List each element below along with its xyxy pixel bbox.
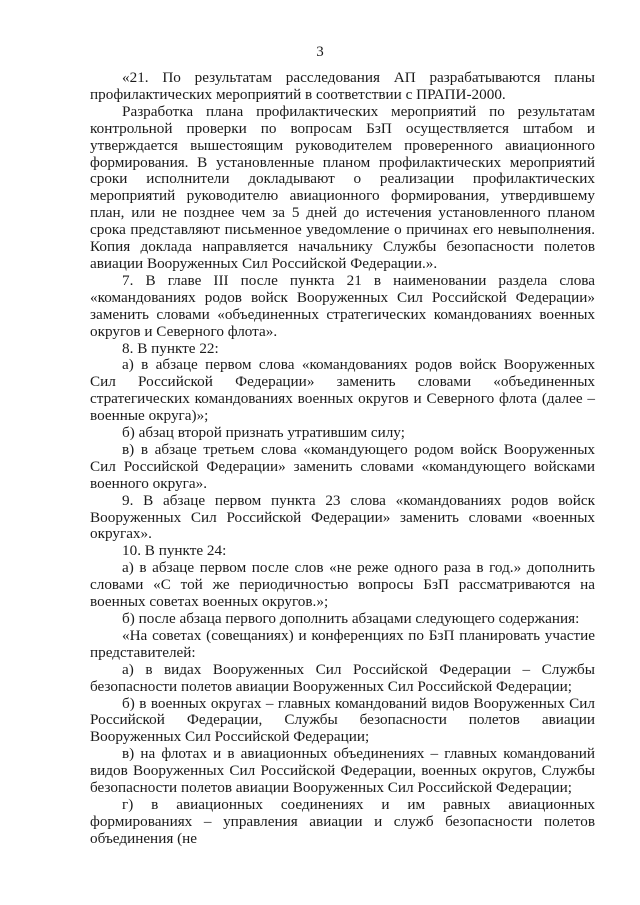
paragraph-councils: «На советах (совещаниях) и конференциях по БзП планировать участие представителей:	[90, 626, 595, 661]
paragraph-item-8a: а) в абзаце первом слова «командованиях родов войск Вооруженных Сил Российской Федерации» заменить словами «объединенных стратегических командованиях военных округов и Северного флота (далее – военные округа)»;	[90, 356, 595, 425]
page-number: 3	[316, 44, 324, 60]
paragraph-item-9: 9. В абзаце первом пункта 23 слова «командованиях родов войск Вооруженных Сил Российской Федерации» заменить словами «военных округах».	[90, 491, 595, 543]
paragraph-councils-g: г) в авиационных соединениях и им равных авиационных формированиях – управления авиации и служб безопасности полетов объединения (не	[90, 795, 595, 847]
paragraph-item-8: 8. В пункте 22:	[122, 339, 219, 357]
paragraph-21-plans: «21. По результатам расследования АП разрабатываются планы профилактических мероприятий в соответствии с ПРАПИ-2000.	[90, 69, 595, 103]
paragraph-item-8b: б) абзац второй признать утратившим силу;	[122, 424, 405, 442]
paragraph-councils-b: б) в военных округах – главных командований видов Вооруженных Сил Российской Федерации, Службы безопасности полетов авиации Вооруженных Сил Российской Федерации;	[90, 694, 595, 746]
paragraph-councils-a: а) в видах Вооруженных Сил Российской Федерации – Службы безопасности полетов авиации Вооруженных Сил Российской Федерации;	[90, 660, 595, 695]
paragraph-item-10: 10. В пункте 24:	[122, 542, 227, 560]
paragraph-item-10b: б) после абзаца первого дополнить абзацами следующего содержания:	[122, 610, 580, 627]
paragraph-item-10a: а) в абзаце первом после слов «не реже одного раза в год.» дополнить словами «С той же периодичностью вопросы БзП рассматриваются на военных советах военных округов.»;	[90, 559, 595, 611]
paragraph-plan-development: Разработка плана профилактических мероприятий по результатам контрольной проверки по вопросам БзП осуществляется штабом и утверждается вышестоящим руководителем проверенного авиационного формирования. В установленные планом профилактических мероприятий сроки исполнители докладывают о реализации профилактических мероприятий руководителю авиационного формирования, утвердившему план, или не позднее чем за 5 дней до истечения установленного планом срока представляют письменное уведомление о причинах его невыполнения. Копия доклада направляется начальнику Службы безопасности полетов авиации Вооруженных Сил Российской Федерации.».	[90, 102, 595, 272]
paragraph-councils-v: в) на флотах и в авиационных объединениях – главных командований видов Вооруженных Сил Российской Федерации, военных округов, Службы безопасности полетов авиации Вооруженных Сил Российской Федерации;	[90, 745, 595, 797]
document-body	[90, 70, 595, 848]
paragraph-item-8v: в) в абзаце третьем слова «командующего родом войск Вооруженных Сил Российской Федерации» заменить словами «командующего войсками военного округа».	[90, 440, 595, 492]
paragraph-item-7: 7. В главе III после пункта 21 в наименовании раздела слова «командованиях родов войск Вооруженных Сил Российской Федерации» заменить словами «объединенных стратегических командованиях военных округов и Северного флота».	[90, 271, 595, 340]
